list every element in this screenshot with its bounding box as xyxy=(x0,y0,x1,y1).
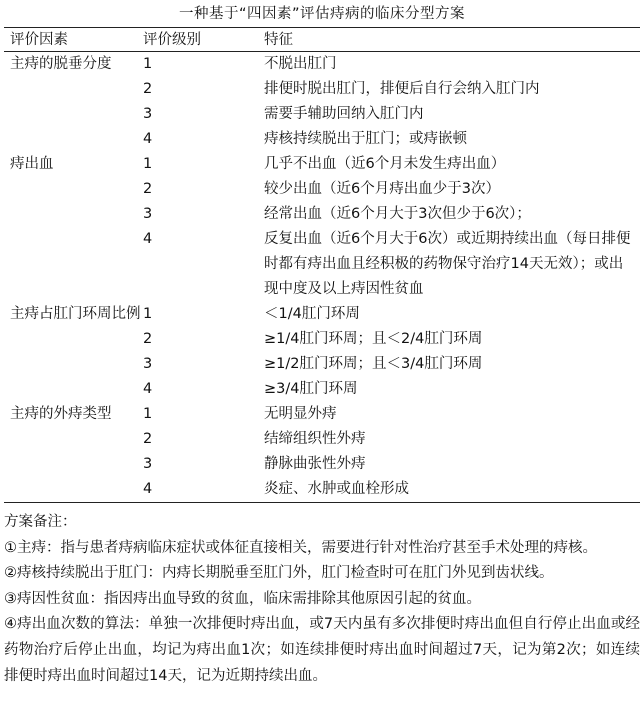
feature-cell: 经常出血（近6个月大于3次但少于6次）； xyxy=(264,206,531,222)
note-2: ②痔核持续脱出于肛门：内痔长期脱垂至肛门外，肛门检查时可在肛门外见到齿状线。 xyxy=(4,565,554,582)
feature-cell: ≥3/4肛门环周 xyxy=(264,381,358,397)
feature-cell: ≥1/2肛门环周；且＜3/4肛门环周 xyxy=(264,356,483,372)
factor-cell: 主痔的外痔类型 xyxy=(10,406,112,422)
notes-section xyxy=(4,510,640,689)
level-cell: 3 xyxy=(143,456,153,472)
level-cell: 4 xyxy=(143,131,153,147)
level-cell: 4 xyxy=(143,481,153,497)
feature-cell: 几乎不出血（近6个月未发生痔出血） xyxy=(264,156,506,172)
header-level: 评价级别 xyxy=(143,32,201,48)
level-cell: 2 xyxy=(143,81,153,97)
feature-cell: 反复出血（近6个月大于6次）或近期持续出血（每日排便时都有痔出血且经积极的药物保守治疗14天无效）；或出现中度及以上痔因性贫血 xyxy=(264,231,631,297)
level-cell: 4 xyxy=(143,231,153,247)
feature-cell: 不脱出肛门 xyxy=(264,56,337,72)
level-cell: 3 xyxy=(143,206,153,222)
level-cell: 2 xyxy=(143,331,153,347)
level-cell: 1 xyxy=(143,156,153,172)
feature-cell: 痔核持续脱出于肛门；或痔嵌顿 xyxy=(264,131,467,147)
table-row xyxy=(4,402,640,427)
notes-heading: 方案备注： xyxy=(4,514,77,530)
factor-cell: 主痔的脱垂分度 xyxy=(10,56,112,72)
level-cell: 1 xyxy=(143,406,153,422)
feature-cell: 排便时脱出肛门，排便后自行会纳入肛门内 xyxy=(264,81,540,97)
feature-cell: ≥1/4肛门环周；且＜2/4肛门环周 xyxy=(264,331,483,347)
level-cell: 2 xyxy=(143,181,153,197)
note-1: ①主痔：指与患者痔病临床症状或体征直接相关，需要进行针对性治疗甚至手术处理的痔核。 xyxy=(4,539,597,556)
bottom-rule xyxy=(4,502,640,503)
feature-cell: ＜1/4肛门环周 xyxy=(264,306,360,322)
feature-cell: 较少出血（近6个月痔出血少于3次） xyxy=(264,181,500,197)
feature-cell: 炎症、水肿或血栓形成 xyxy=(264,481,409,497)
feature-cell: 需要手辅助回纳入肛门内 xyxy=(264,106,424,122)
table-row xyxy=(4,52,640,77)
level-cell: 1 xyxy=(143,306,153,322)
table-row xyxy=(4,302,640,327)
level-cell: 1 xyxy=(143,56,153,72)
level-cell: 2 xyxy=(143,431,153,447)
document-title: 一种基于“四因素”评估痔病的临床分型方案 xyxy=(178,6,466,22)
level-cell: 3 xyxy=(143,356,153,372)
header-feature: 特征 xyxy=(264,32,293,48)
level-cell: 3 xyxy=(143,106,153,122)
table-row xyxy=(4,152,640,177)
feature-cell: 结缔组织性外痔 xyxy=(264,431,366,447)
feature-cell: 静脉曲张性外痔 xyxy=(264,456,366,472)
feature-cell: 无明显外痔 xyxy=(264,406,337,422)
factor-cell: 主痔占肛门环周比例 xyxy=(10,306,141,322)
note-4: ④痔出血次数的算法：单独一次排便时痔出血，或7天内虽有多次排便时痔出血但自行停止出血或经药物治疗后停止出血，均记为痔出血1次；如连续排便时痔出血时间超过7天，记为第2次；如连续排便时痔出血时间超过14天，记为近期持续出血。 xyxy=(4,616,640,684)
header-factor: 评价因素 xyxy=(10,32,68,48)
factor-cell: 痔出血 xyxy=(10,156,54,172)
classification-table xyxy=(4,28,640,502)
table-header-row xyxy=(4,28,640,52)
level-cell: 4 xyxy=(143,381,153,397)
note-3: ③痔因性贫血：指因痔出血导致的贫血，临床需排除其他原因引起的贫血。 xyxy=(4,590,481,607)
